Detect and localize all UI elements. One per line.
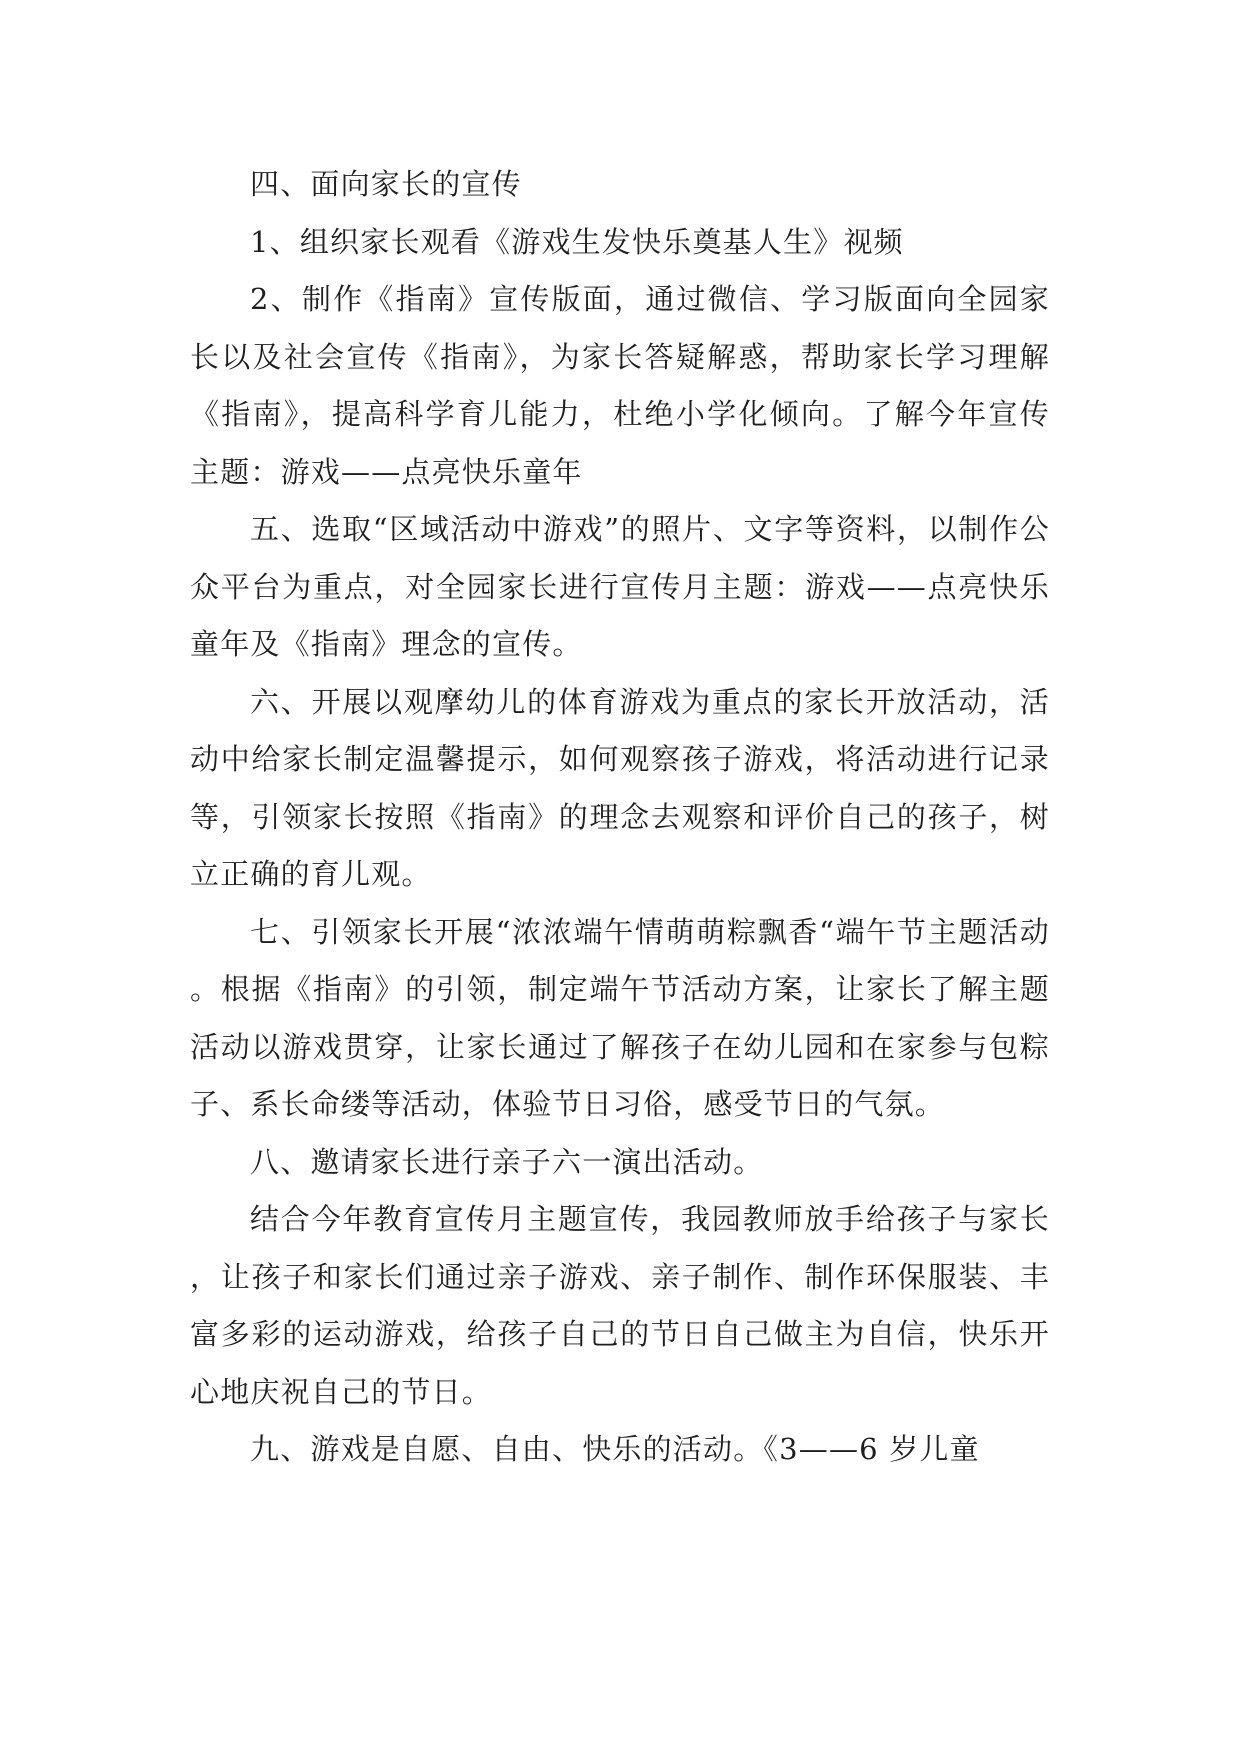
paragraph-guide-publicity: 2、制作《指南》宣传版面，通过微信、学习版面向全园家长以及社会宣传《指南》，为家长答疑解惑，帮助家长学习理解《指南》，提高科学育儿能力，杜绝小学化倾向。了解今年宣传主题：游戏——点亮快乐童年 [190, 282, 1050, 489]
paragraph-section-five: 五、选取“区域活动中游戏”的照片、文字等资料，以制作公众平台为重点，对全园家长进行宣传月主题：游戏——点亮快乐童年及《指南》理念的宣传。 [190, 512, 1050, 661]
paragraph-section-eight: 八、邀请家长进行亲子六一演出活动。 [250, 1144, 764, 1179]
paragraph-video-viewing: 1、组织家长观看《游戏生发快乐奠基人生》视频 [250, 224, 904, 259]
paragraph-summary: 结合今年教育宣传月主题宣传，我园教师放手给孩子与家长，让孩子和家长们通过亲子游戏、亲子制作、制作环保服装、丰富多彩的运动游戏，给孩子自己的节日自己做主为自信，快乐开心地庆祝自己的节日。 [190, 1202, 1050, 1409]
section-heading-parent-publicity: 四、面向家长的宣传 [250, 167, 522, 201]
paragraph-section-six: 六、开展以观摩幼儿的体育游戏为重点的家长开放活动，活动中给家长制定温馨提示，如何观察孩子游戏，将活动进行记录等，引领家长按照《指南》的理念去观察和评价自己的孩子，树立正确的育儿观。 [190, 684, 1050, 891]
paragraph-section-seven: 七、引领家长开展“浓浓端午情萌萌粽飘香“端午节主题活动。根据《指南》的引领，制定端午节活动方案，让家长了解主题活动以游戏贯穿，让家长通过了解孩子在幼儿园和在家参与包粽子、系长命缕等活动，体验节日习俗，感受节日的气氛。 [190, 914, 1050, 1121]
paragraph-section-nine: 九、游戏是自愿、自由、快乐的活动。《3——6 岁儿童 [250, 1432, 980, 1466]
document-body [190, 156, 1050, 1479]
